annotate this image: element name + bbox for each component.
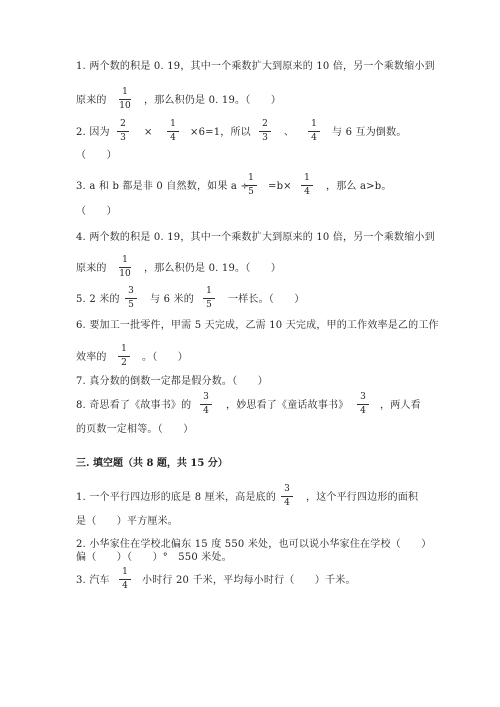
- numerator: 1: [122, 567, 128, 577]
- denominator: 4: [122, 581, 128, 591]
- f2-line1: 2. 小华家住在学校北偏东 15 度 550 米处，也可以说小华家住在学校（ ）: [76, 539, 432, 550]
- q4-line2-suffix: ，那么积仍是 0. 19。（ ）: [144, 263, 282, 274]
- numerator: 2: [262, 119, 268, 129]
- denominator: 10: [119, 269, 131, 279]
- numerator: 1: [122, 255, 128, 265]
- denominator: 4: [170, 133, 176, 143]
- q3-suffix: ，那么 a>b。: [326, 181, 392, 192]
- f3-fraction: [118, 567, 132, 592]
- numerator: 3: [360, 392, 366, 402]
- q2-fraction-2: [166, 119, 180, 144]
- q6-line2-prefix: 效率的: [76, 352, 107, 363]
- q3-fraction-2: [300, 173, 314, 198]
- q4-fraction: [118, 255, 132, 280]
- q2-suffix: 与 6 互为倒数。: [332, 127, 407, 138]
- q1-line1: 1. 两个数的积是 0. 19，其中一个乘数扩大到原来的 10 倍，另一个乘数缩小到: [76, 61, 435, 72]
- denominator: 4: [360, 406, 366, 416]
- numerator: 1: [248, 173, 254, 183]
- numerator: 1: [122, 87, 128, 97]
- denominator: 5: [206, 300, 212, 310]
- f1-fraction: [280, 484, 294, 509]
- numerator: 1: [170, 119, 176, 129]
- q3-answer-bracket: （ ）: [76, 206, 117, 217]
- numerator: 3: [284, 484, 290, 494]
- numerator: 3: [203, 392, 209, 402]
- denominator: 4: [284, 498, 290, 508]
- f2-line2: 偏（ ）（ ）° 550 米处。: [76, 552, 232, 563]
- f1-prefix: 1. 一个平行四边形的底是 8 厘米，高是底的: [76, 492, 277, 503]
- q4-line1: 4. 两个数的积是 0. 19，其中一个乘数扩大到原来的 10 倍，另一个乘数缩小到: [76, 232, 435, 243]
- q5-middle: 与 6 米的: [150, 294, 194, 305]
- denominator: 4: [203, 406, 209, 416]
- denominator: 3: [262, 133, 268, 143]
- denominator: 10: [119, 101, 131, 111]
- q2-times-symbol: ×: [144, 127, 153, 138]
- q1-line2-suffix: ，那么积仍是 0. 19。（ ）: [144, 95, 282, 106]
- q2-comma: 、: [284, 127, 295, 138]
- denominator: 3: [120, 133, 126, 143]
- q5-suffix: 一样长。（ ）: [228, 294, 305, 305]
- section-title: 三. 填空题（共 8 题，共 15 分）: [76, 458, 228, 469]
- q7-text: 7. 真分数的倒数一定都是假分数。（ ）: [76, 376, 268, 387]
- q3-prefix: 3. a 和 b 都是非 0 自然数，如果 a ÷: [76, 181, 250, 192]
- q5-fraction-1: [124, 286, 138, 311]
- q8-prefix: 8. 奇思看了《故事书》的: [76, 400, 192, 411]
- numerator: 2: [120, 119, 126, 129]
- denominator: 2: [121, 358, 127, 368]
- q2-answer-bracket: （ ）: [76, 150, 117, 161]
- q1-line2-prefix: 原来的: [76, 95, 107, 106]
- q2-fraction-4: [307, 119, 321, 144]
- numerator: 1: [311, 119, 317, 129]
- q1-fraction: [118, 87, 132, 112]
- q2-fraction-1: [116, 119, 130, 144]
- q3-fraction-1: [244, 173, 258, 198]
- q2-fraction-3: [258, 119, 272, 144]
- f3-suffix: 小时行 20 千米，平均每小时行（ ）千米。: [142, 575, 356, 586]
- q3-middle: =b×: [268, 181, 292, 192]
- denominator: 5: [128, 300, 134, 310]
- q8-suffix: ，两人看: [380, 400, 421, 411]
- q5-prefix: 5. 2 米的: [76, 294, 120, 305]
- numerator: 1: [206, 286, 212, 296]
- q4-line2-prefix: 原来的: [76, 263, 107, 274]
- numerator: 3: [128, 286, 134, 296]
- f1-suffix: ，这个平行四边形的面积: [306, 492, 419, 503]
- q5-fraction-2: [202, 286, 216, 311]
- f1-line2: 是（ ）平方厘米。: [76, 516, 178, 527]
- q8-fraction-2: [356, 392, 370, 417]
- q8-fraction-1: [199, 392, 213, 417]
- q6-fraction: [117, 344, 131, 369]
- q6-line2-suffix: 。（ ）: [142, 352, 188, 363]
- numerator: 1: [121, 344, 127, 354]
- denominator: 4: [304, 187, 310, 197]
- f3-prefix: 3. 汽车: [76, 575, 110, 586]
- denominator: 4: [311, 133, 317, 143]
- numerator: 1: [304, 173, 310, 183]
- q2-prefix: 2. 因为: [76, 127, 110, 138]
- denominator: 5: [248, 187, 254, 197]
- q8-line2: 的页数一定相等。（ ）: [76, 424, 194, 435]
- q6-line1: 6. 要加工一批零件，甲需 5 天完成，乙需 10 天完成，甲的工作效率是乙的工作: [76, 320, 439, 331]
- q2-middle-text: ×6=1，所以: [190, 127, 251, 138]
- q8-middle: ，妙思看了《童话故事书》: [226, 400, 349, 411]
